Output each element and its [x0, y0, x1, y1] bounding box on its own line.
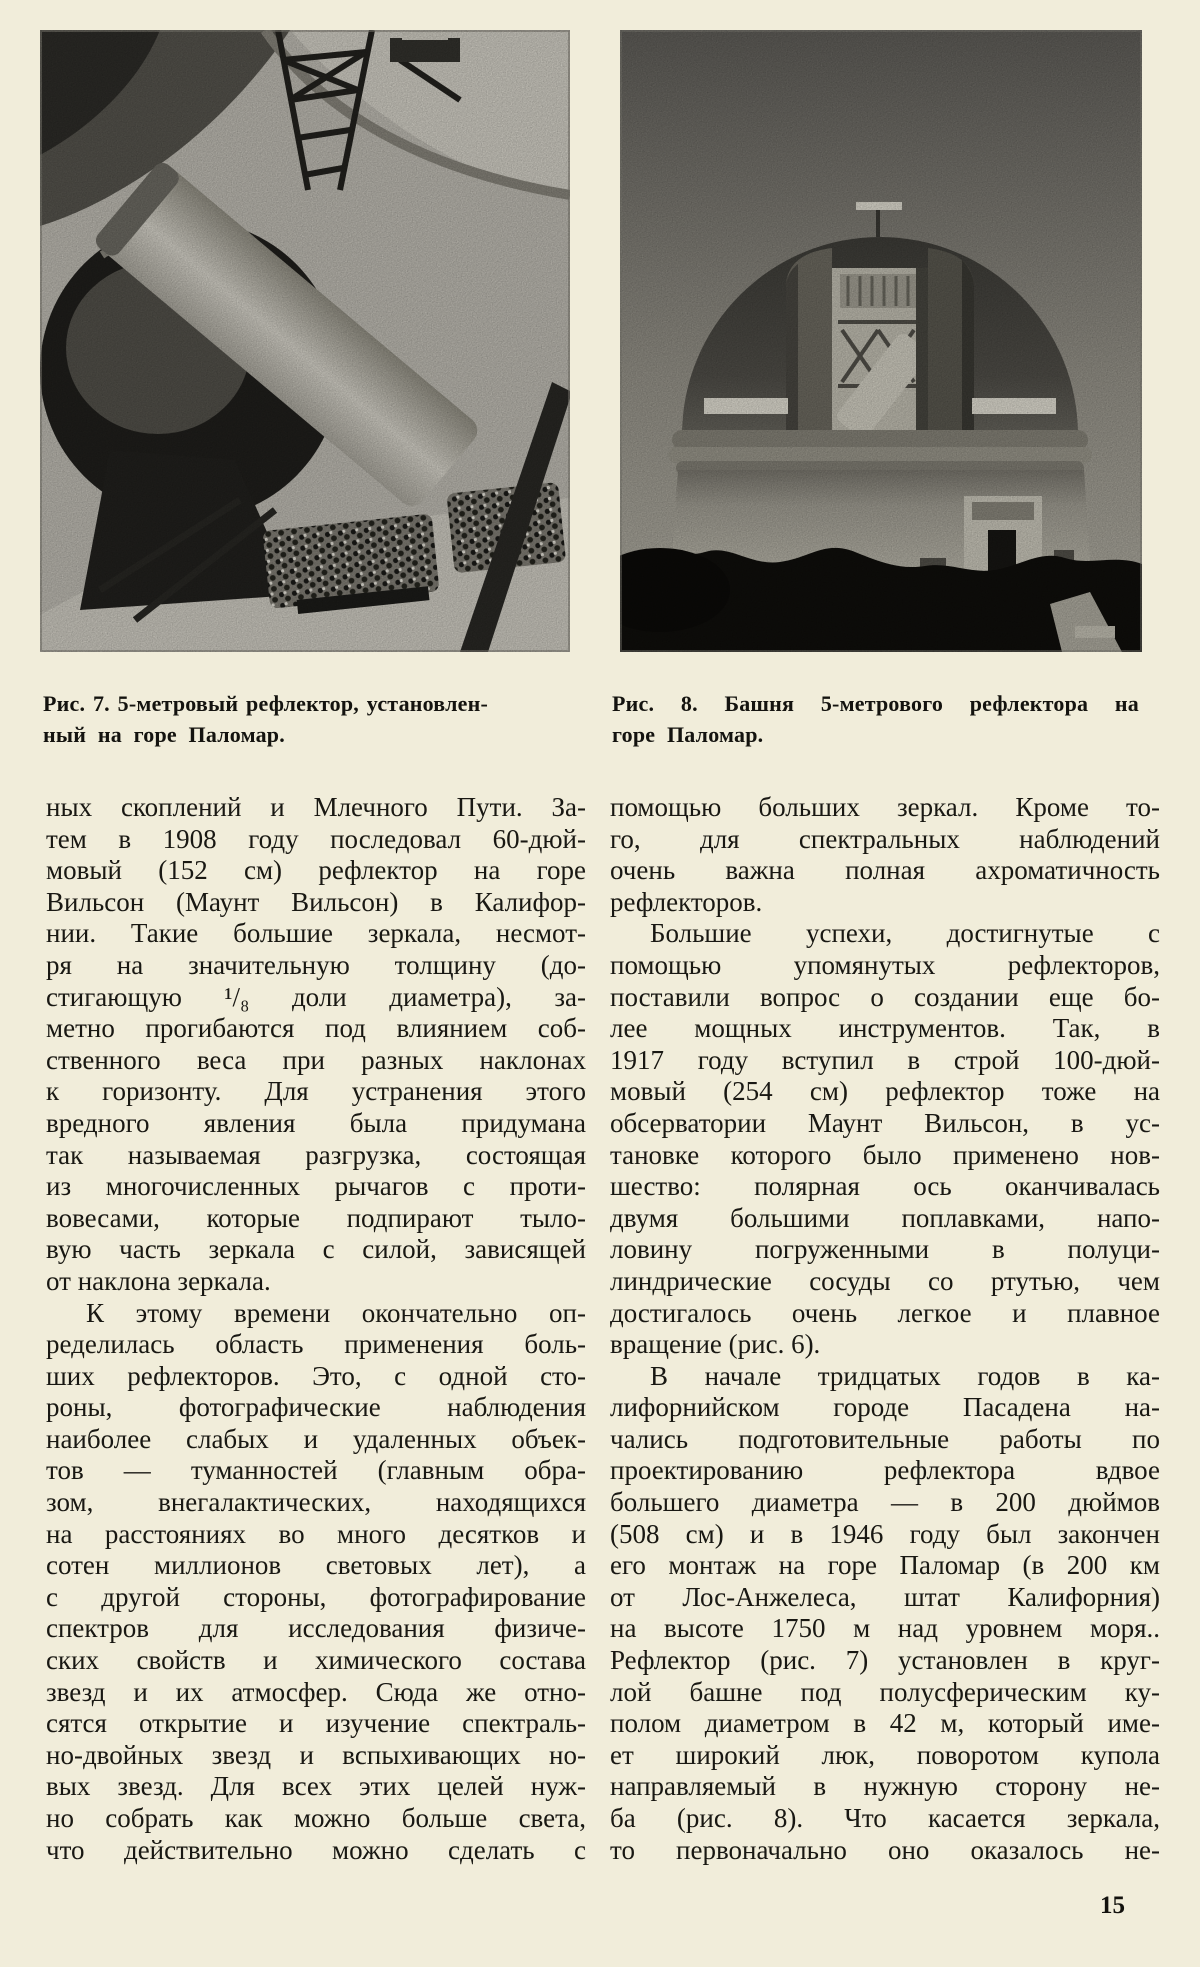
text-line: ределилась область применения боль- — [46, 1329, 586, 1360]
text-line: вовесами, которые подпирают тыло- — [46, 1202, 586, 1233]
text-line: сятся открытие и изучение спектраль- — [46, 1708, 586, 1739]
text-line: зом, внегалактических, находящихся — [46, 1487, 586, 1518]
text-line: двумя большими поплавками, напо- — [610, 1202, 1160, 1233]
text-line: направляемый в нужную сторону не- — [610, 1771, 1160, 1802]
text-line: стигающую ¹/₈ доли диаметра), за- — [46, 981, 586, 1012]
text-line: К этому времени окончательно оп- — [86, 1297, 586, 1328]
text-line: ловину погруженными в полуци- — [610, 1234, 1160, 1265]
text-line: помощью упомянутых рефлекторов, — [610, 949, 1160, 980]
text-line: от Лос-Анжелеса, штат Калифорния) — [610, 1581, 1160, 1612]
text-line: на расстояниях во много десятков и — [46, 1518, 586, 1549]
text-line: звезд и их атмосфер. Сюда же отно- — [46, 1676, 586, 1707]
text-line: к горизонту. Для устранения этого — [46, 1076, 586, 1107]
text-line: В начале тридцатых годов в ка- — [650, 1360, 1160, 1391]
text-line: вую часть зеркала с силой, зависящей — [46, 1234, 586, 1265]
text-line: (508 см) и в 1946 году был закончен — [610, 1518, 1160, 1549]
text-line: от наклона зеркала. — [46, 1265, 271, 1296]
text-line: большего диаметра — в 200 дюймов — [610, 1487, 1160, 1518]
figure7-caption — [43, 688, 488, 750]
text-line: с другой стороны, фотографирование — [46, 1581, 586, 1612]
text-line: тов — туманностей (главным обра- — [46, 1455, 586, 1486]
text-line: роны, фотографические наблюдения — [46, 1392, 586, 1423]
text-line: ба (рис. 8). Что касается зеркала, — [610, 1803, 1160, 1833]
text-line: чались подготовительные работы по — [610, 1423, 1160, 1454]
text-line: вых звезд. Для всех этих целей нуж- — [46, 1771, 586, 1802]
text-line: ственного веса при разных наклонах — [46, 1044, 586, 1075]
text-line: поставили вопрос о создании еще бо- — [610, 981, 1160, 1012]
text-line: линдрические сосуды со ртутью, чем — [610, 1265, 1160, 1296]
text-line: лифорнийском городе Пасадена на- — [610, 1392, 1160, 1423]
text-line: Большие успехи, достигнутые с — [650, 918, 1160, 949]
figure8-observatory-dome-photo — [620, 30, 1142, 652]
page-number: 15 — [1100, 1892, 1125, 1919]
text-line: вращение (рис. 6). — [610, 1329, 821, 1360]
text-line: метно прогибаются под влиянием соб- — [46, 1013, 586, 1044]
text-line: наиболее слабых и удаленных объек- — [46, 1423, 586, 1454]
text-line: очень важна полная ахроматичность — [610, 855, 1160, 886]
text-line: сотен миллионов световых лет), а — [46, 1550, 586, 1581]
text-line: но собрать как можно больше света, — [46, 1803, 586, 1833]
text-line: ших рефлекторов. Это, с одной сто- — [46, 1360, 586, 1391]
text-line: ет широкий люк, поворотом купола — [610, 1739, 1160, 1770]
figure8-caption-line2: горе Паломар. — [612, 722, 764, 747]
text-line: лее мощных инструментов. Так, в — [610, 1013, 1160, 1044]
text-line: достигалось очень легкое и плавное — [610, 1297, 1160, 1328]
text-line: так называемая разгрузка, состоящая — [46, 1139, 586, 1170]
text-line: ря на значительную толщину (до- — [46, 949, 586, 980]
text-line: то первоначально оно оказалось не- — [610, 1834, 1160, 1865]
text-line: тем в 1908 году последовал 60-дюй- — [46, 823, 586, 854]
text-line: Рефлектор (рис. 7) установлен в круг- — [610, 1645, 1160, 1676]
text-line: из многочисленных рычагов с проти- — [46, 1171, 586, 1202]
figure7-telescope-interior-photo — [40, 30, 570, 652]
figure8-caption — [612, 688, 1139, 750]
text-line: спектров для исследования физиче- — [46, 1613, 586, 1644]
text-line: тановке которого было применено нов- — [610, 1139, 1160, 1170]
text-line: помощью больших зеркал. Кроме то- — [610, 792, 1160, 822]
figure8-caption-line1: Рис. 8. Башня 5-метрового рефлектора на — [612, 691, 1139, 716]
text-line: го, для спектральных наблюдений — [610, 823, 1160, 854]
text-line: 1917 году вступил в строй 100-дюй- — [610, 1044, 1160, 1075]
text-line: шество: полярная ось оканчивалась — [610, 1171, 1160, 1202]
text-line: ских свойств и химического состава — [46, 1645, 586, 1676]
text-line: вредного явления была придумана — [46, 1107, 586, 1138]
text-line: проектированию рефлектора вдвое — [610, 1455, 1160, 1486]
text-line: но-двойных звезд и вспыхивающих но- — [46, 1739, 586, 1770]
text-line: мовый (254 см) рефлектор тоже на — [610, 1076, 1160, 1107]
text-line: что действительно можно сделать с — [46, 1834, 586, 1865]
left-text-column — [46, 792, 586, 1866]
text-line: лой башне под полусферическим ку- — [610, 1676, 1160, 1707]
text-line: нии. Такие большие зеркала, несмот- — [46, 918, 586, 949]
text-line: обсерватории Маунт Вильсон, в ус- — [610, 1107, 1160, 1138]
text-line: мовый (152 см) рефлектор на горе — [46, 855, 586, 886]
right-text-column — [610, 792, 1160, 1866]
text-line: на высоте 1750 м над уровнем моря.. — [610, 1613, 1160, 1644]
figure7-caption-line2: ный на горе Паломар. — [43, 722, 285, 747]
text-line: рефлекторов. — [610, 886, 763, 917]
figure7-caption-line1: Рис. 7. 5-метровый рефлектор, установлен- — [43, 691, 488, 716]
text-line: его монтаж на горе Паломар (в 200 км — [610, 1550, 1160, 1581]
text-line: полом диаметром в 42 м, который име- — [610, 1708, 1160, 1739]
text-line: Вильсон (Маунт Вильсон) в Калифор- — [46, 886, 586, 917]
text-line: ных скоплений и Млечного Пути. За- — [46, 792, 586, 822]
